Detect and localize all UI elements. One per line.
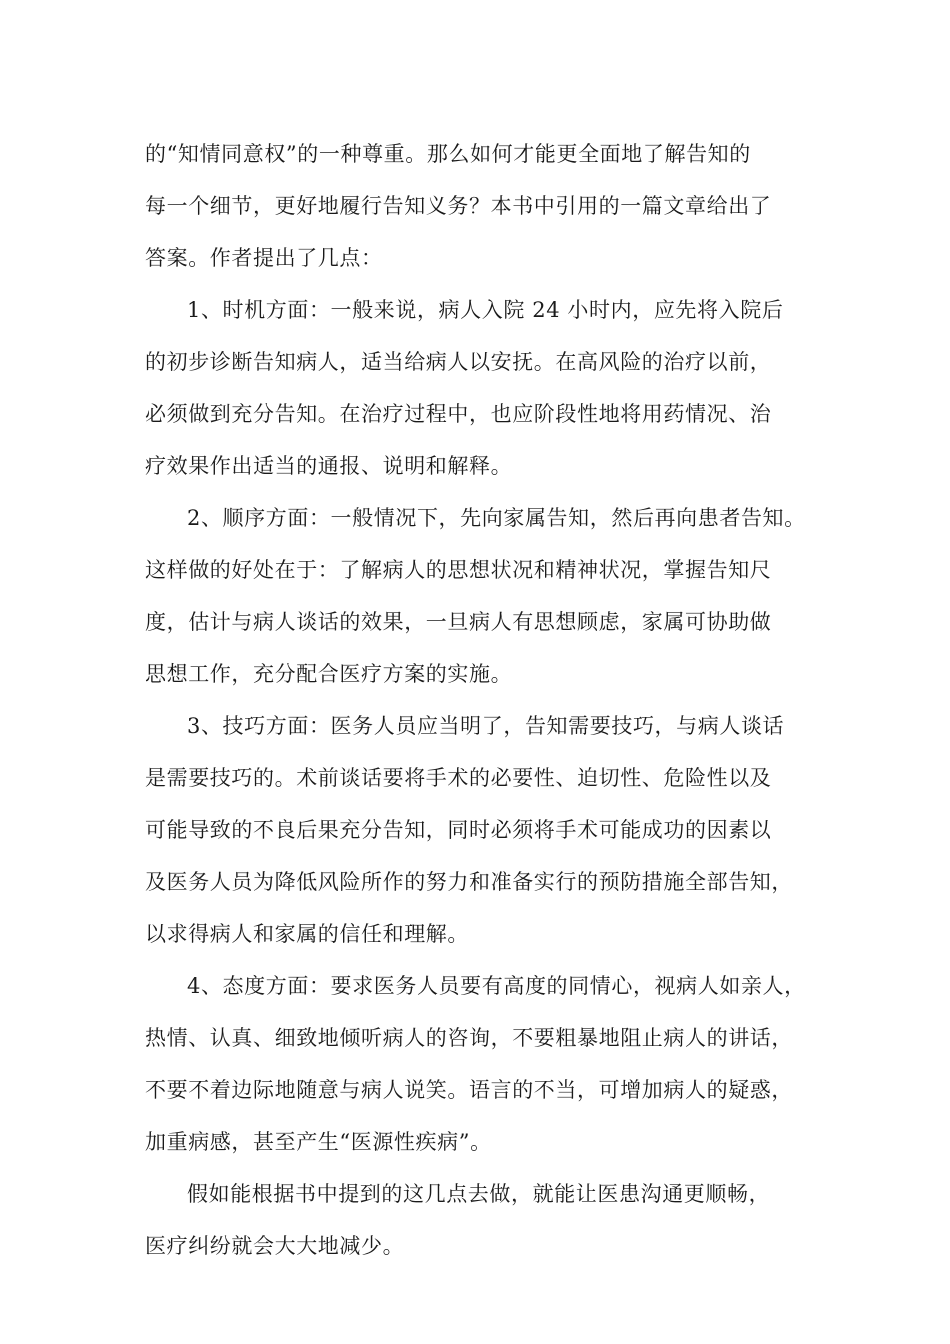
text-line: 不要不着边际地随意与病人说笑。语言的不当，可增加病人的疑惑， (145, 1078, 793, 1102)
text-line: 及医务人员为降低风险所作的努力和准备实行的预防措施全部告知， (145, 870, 793, 894)
text-line: 4、态度方面：要求医务人员要有高度的同情心，视病人如亲人， (187, 974, 806, 998)
text-line: 假如能根据书中提到的这几点去做，就能让医患沟通更顺畅， (187, 1182, 771, 1206)
text-line: 度，估计与病人谈话的效果，一旦病人有思想顾虑，家属可协助做 (145, 610, 772, 634)
document-body (145, 128, 825, 1272)
text-line: 2、顺序方面：一般情况下，先向家属告知，然后再向患者告知。 (187, 506, 806, 530)
text-line: 加重病感，甚至产生“医源性疾病”。 (145, 1130, 492, 1154)
text-line: 每一个细节，更好地履行告知义务？本书中引用的一篇文章给出了 (145, 194, 772, 218)
text-line: 疗效果作出适当的通报、说明和解释。 (145, 454, 513, 478)
text-line: 思想工作，充分配合医疗方案的实施。 (145, 662, 513, 686)
text-line: 的“知情同意权”的一种尊重。那么如何才能更全面地了解告知的 (145, 142, 751, 166)
text-line: 答案。作者提出了几点： (145, 246, 383, 270)
text-line: 的初步诊断告知病人，适当给病人以安抚。在高风险的治疗以前， (145, 350, 772, 374)
text-line: 1、时机方面：一般来说，病人入院 24 小时内，应先将入院后 (187, 298, 784, 322)
text-line: 热情、认真、细致地倾听病人的咨询，不要粗暴地阻止病人的讲话， (145, 1026, 793, 1050)
text-line: 是需要技巧的。术前谈话要将手术的必要性、迫切性、危险性以及 (145, 766, 772, 790)
text-line: 3、技巧方面：医务人员应当明了，告知需要技巧，与病人谈话 (187, 714, 785, 738)
text-line: 这样做的好处在于：了解病人的思想状况和精神状况，掌握告知尺 (145, 558, 772, 582)
text-line: 医疗纠纷就会大大地减少。 (145, 1234, 405, 1258)
text-line: 必须做到充分告知。在治疗过程中，也应阶段性地将用药情况、治 (145, 402, 772, 426)
text-line: 以求得病人和家属的信任和理解。 (145, 922, 469, 946)
text-line: 可能导致的不良后果充分告知，同时必须将手术可能成功的因素以 (145, 818, 772, 842)
